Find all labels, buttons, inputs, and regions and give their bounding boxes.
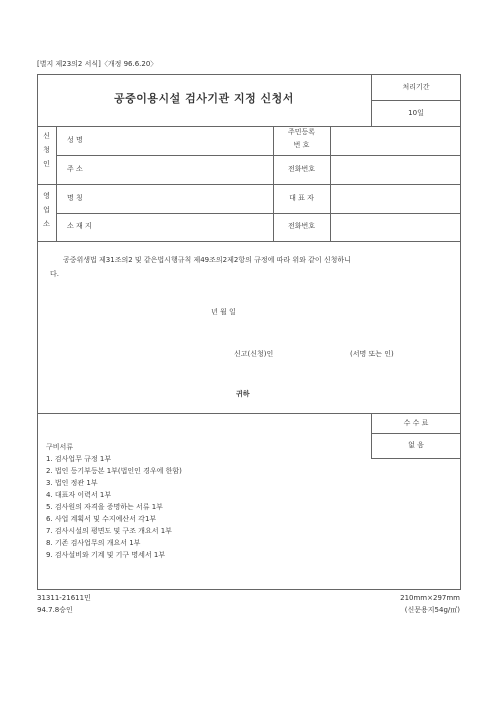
business-row-divider	[56, 213, 461, 214]
fee-bottom-line	[371, 458, 461, 459]
applicant-id-label-1: 주민등록	[287, 128, 316, 136]
applicant-id-label-2: 번 호	[293, 141, 310, 149]
applicant-group-1: 신	[43, 132, 50, 140]
applicant-bottom-line	[37, 184, 461, 185]
fee-divider	[371, 433, 461, 434]
processing-label: 처리기간	[402, 83, 430, 91]
document-item-5: 5. 검사원의 자격을 증명하는 서류 1부	[46, 503, 163, 511]
business-group-3: 소	[43, 220, 50, 228]
document-item-4: 4. 대표자 이력서 1부	[46, 491, 112, 499]
documents-title: 구비서류	[46, 443, 74, 451]
business-location-label: 소 재 지	[67, 222, 92, 230]
statement-line-2: 다.	[50, 270, 59, 278]
processing-divider	[371, 100, 461, 101]
footer-size: 210mm×297mm	[400, 594, 460, 602]
statement-line-1: 공중위생법 제31조의2 및 같은법시행규칙 제49조의2제2항의 규정에 따라 위와 같이 신청하니	[63, 256, 351, 264]
footer-paper: (신문용지54g/㎡)	[404, 606, 460, 614]
business-phone-label: 전화번호	[287, 222, 316, 230]
table-top-border	[37, 74, 461, 75]
document-item-9: 9. 검사설비와 기계 및 기구 명세서 1부	[46, 551, 166, 559]
form-label: [별지 제23의2 서식]〈개정 96.6.20〉	[37, 60, 158, 68]
sign-note: (서명 또는 인)	[350, 350, 394, 358]
business-group-1: 영	[43, 192, 50, 200]
title-row-bottom	[37, 126, 461, 127]
table-bottom-border	[37, 589, 461, 590]
footer-code: 31311-21611민	[37, 594, 91, 602]
applicant-group-3: 인	[43, 160, 50, 168]
table-right-border	[460, 74, 461, 590]
business-rep-label: 대 표 자	[289, 194, 314, 202]
applicant-group-2: 청	[43, 146, 50, 154]
document-item-8: 8. 기존 검사업무의 개요서 1부	[46, 539, 141, 547]
business-group-2: 업	[43, 206, 50, 214]
statement-bottom-line	[37, 413, 461, 414]
document-item-7: 7. 검사시설의 평면도 및 구조 개요서 1부	[46, 527, 172, 535]
applicant-address-label: 주 소	[67, 165, 83, 173]
footer-approval: 94.7.8승인	[37, 606, 73, 614]
applicant-row-divider	[56, 155, 461, 156]
document-item-3: 3. 법인 정관 1부	[46, 479, 98, 487]
document-item-6: 6. 사업 계획서 및 수지예산서 각1부	[46, 515, 157, 523]
applicant-name-label: 성 명	[67, 136, 83, 144]
fee-value: 없 음	[408, 441, 424, 449]
addressee-label: 귀하	[236, 390, 250, 398]
document-item-2: 2. 법인 등기부등본 1부(법인인 경우에 한함)	[46, 467, 182, 475]
fee-label: 수 수 료	[403, 419, 429, 427]
statement-date: 년 월 일	[211, 308, 236, 316]
document-item-1: 1. 검사업무 규정 1부	[46, 455, 112, 463]
business-name-label: 명 칭	[67, 194, 83, 202]
page-title: 공중이용시설 검사기관 지정 신청서	[114, 92, 294, 105]
processing-value: 10일	[408, 109, 424, 117]
applicant-phone-label: 전화번호	[287, 165, 316, 173]
signer-label: 신고(신청)인	[234, 350, 274, 358]
business-bottom-line	[37, 241, 461, 242]
